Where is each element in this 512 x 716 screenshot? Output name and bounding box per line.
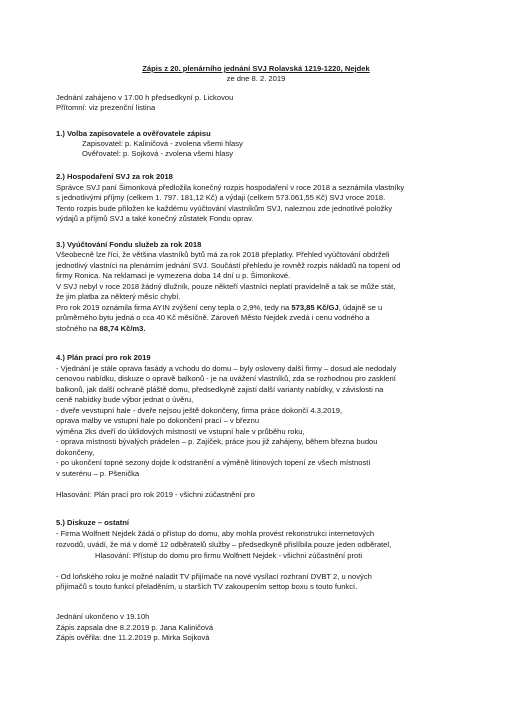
- section-3-heading: 3.) Vyúčtování Fondu služeb za rok 2018: [56, 240, 202, 249]
- section-4-heading: 4.) Plán prací pro rok 2019: [56, 353, 151, 362]
- recorded-by: Zápis zapsala dne 8.2.2019 p. Jana Kaliničová: [56, 623, 214, 632]
- section-3-line: V SVJ nebyl v roce 2018 žádný dlužník, pouze někteří vlastníci neplatí pravidelně a tak se může stát,: [56, 282, 396, 291]
- document-title: Zápis z 20. plenárního jednání SVJ Rolavská 1219-1220, Nejdek: [142, 64, 370, 73]
- section-4-line: - Vjednání je stále oprava fasády a vchodu do domu – byly osloveny další firmy – dosud ale nedodaly: [56, 364, 397, 373]
- section-5-line: rozvodů, uvádí, že má v domě 12 odběratelů služby – předsedkyně přislíbila pouze jeden odběratel,: [56, 540, 392, 549]
- section-2-line: s jednotlivými příjmy (celkem 1. 797. 181,12 Kč) a výdaji (celkem 573.061,55 Kč) SVJ vroce 2018.: [56, 193, 386, 202]
- section-3-line: že jim platba za některý měsíc chybí.: [56, 292, 181, 301]
- section-1-line: Ověřovatel: p. Sojková - zvolena všemi hlasy: [82, 149, 234, 158]
- section-2-heading: 2.) Hospodaření SVJ za rok 2018: [56, 172, 173, 181]
- document-date: ze dne 8. 2. 2019: [226, 74, 286, 83]
- section-4-line: ceně nabídky bude výbor jednat o úvěru,: [56, 395, 194, 404]
- section-4-line: v suterénu – p. Pšenička: [56, 469, 140, 478]
- section-1-heading: 1.) Volba zapisovatele a ověřovatele zápisu: [56, 129, 211, 138]
- section-5-line: - Firma Wolfnett Nejdek žádá o přístup do domu, aby mohla provést rekonstrukci internetových: [56, 529, 375, 538]
- price-text: Pro rok 2019 oznámila firma AYIN zvýšení ceny tepla o 2,9%, tedy na: [56, 303, 292, 312]
- water-text: stočného na: [56, 324, 100, 333]
- section-3-line: Všeobecně lze říci, že většina vlastníků bytů má za rok 2018 přeplatky. Přehled vyúčtování obdrželi: [56, 250, 390, 259]
- section-3-line: firmy Ronica. Na reklamaci je vymezena doba 14 dní u p. Šimonkové.: [56, 271, 291, 280]
- price-text-end: , údajně se u: [338, 303, 383, 312]
- section-4-line: dokončeny,: [56, 448, 95, 457]
- section-5-vote: Hlasování: Přístup do domu pro firmu Wolfnett Nejdek - všichni zúčastnění proti: [95, 551, 363, 560]
- section-2-line: Tento rozpis bude přiložen ke každému vyúčtování vlastníkům SVJ, naleznou zde jednotlivé položky: [56, 204, 392, 213]
- meeting-closed: Jednání ukončeno v 19.10h: [56, 612, 150, 621]
- section-4-vote: Hlasování: Plán prací pro rok 2019 - všichni zúčastnění pro: [56, 490, 255, 499]
- section-5-line: - Od loňského roku je možné naladit TV přijímače na nové vysílací rozhraní DVBT 2, u nových: [56, 572, 372, 581]
- section-4-line: balkonů, jak další ochraně pláště domu, předsedkyně zajistí další varianty nabídky, v závislosti na: [56, 385, 384, 394]
- section-3-water-line: [56, 324, 146, 334]
- verified-by: Zápis ověřila: dne 11.2.2019 p. Mirka Sojková: [56, 633, 210, 642]
- intro-opened: Jednání zahájeno v 17.00 h předsedkyní p. Lickovou: [56, 93, 234, 102]
- section-2-line: výdajů a příjmů SVJ a také konečný zůstatek Fondu oprav.: [56, 214, 254, 223]
- section-2-line: Správce SVJ paní Šimonková předložila konečný rozpis hospodaření v roce 2018 a seznámila vlastníky: [56, 183, 405, 192]
- section-3-line: jednotlivý vlastníci na plenárním jednání SVJ. Součástí přehledu je rovněž rozpis nákladů na topení od: [56, 261, 401, 270]
- section-5-line: přijímačů s touto funkcí přeladěním, u starších TV zakoupením settop boxu s touto funkcí.: [56, 582, 358, 591]
- section-5-heading: 5.) Diskuze – ostatní: [56, 518, 130, 527]
- section-1-line: Zapisovatel: p. Kaliničová - zvolena všemi hlasy: [82, 139, 243, 148]
- section-3-line: průměrného bytu jedná o cca 40 Kč měsíčně. Zároveň Město Nejdek zvedá i cenu vodného a: [56, 313, 370, 322]
- section-4-line: - oprava místnosti bývalých prádelen – p. Zajíček, práce jsou již zahájeny, během března budou: [56, 437, 378, 446]
- water-price: 88,74 Kč/m3.: [99, 324, 146, 333]
- section-4-line: oprava malby ve vstupní hale po dokončení prací – v březnu: [56, 416, 260, 425]
- section-4-line: - po ukončení topné sezony dojde k odstranění a výměně litinových topení ze všech místností: [56, 458, 371, 467]
- section-4-line: cenovou nabídku, diskuze o opravě balkonů - je na uvážení vlastníků, zda se rozhodnou pro zasklení: [56, 374, 396, 383]
- section-4-line: - dveře vevstupní hale - dveře nejsou ještě dokončeny, firma práce dokončí 4.3.2019,: [56, 406, 343, 415]
- intro-attendance: Přítomní: viz prezenční listina: [56, 103, 156, 112]
- section-3-price-line: [56, 303, 382, 313]
- section-4-line: výměna 2ks dveří do úklidových místností ve vstupní hale v průběhu roku,: [56, 427, 305, 436]
- heat-price: 573,85 Kč/GJ: [291, 303, 339, 312]
